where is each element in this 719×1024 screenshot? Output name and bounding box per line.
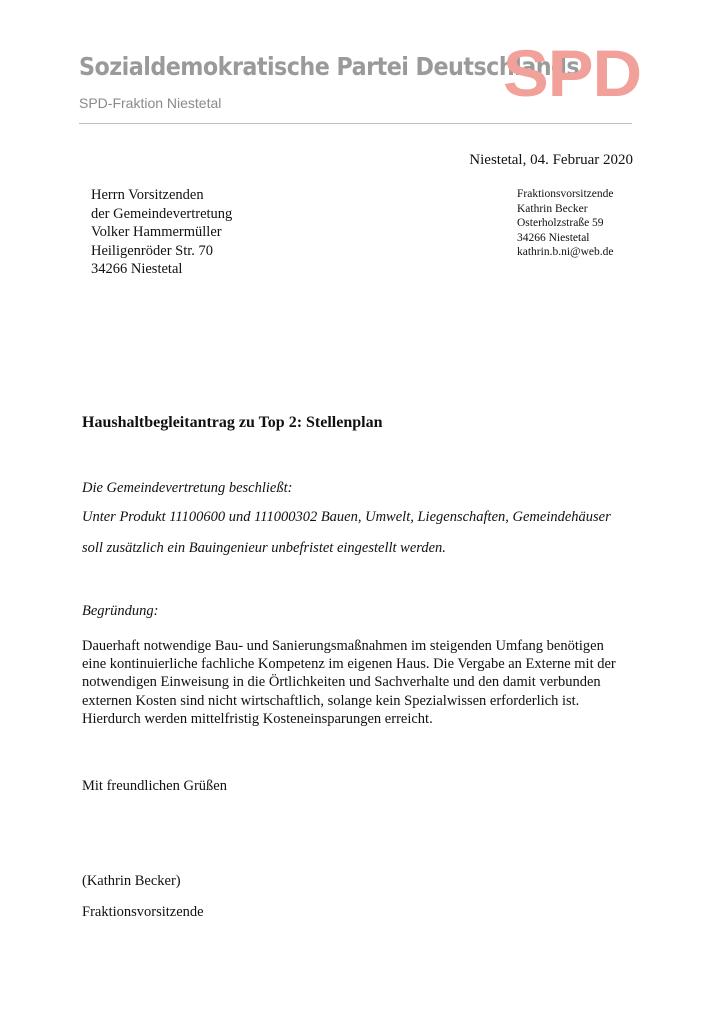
sender-line: Osterholzstraße 59: [517, 217, 604, 229]
signer-name: (Kathrin Becker): [82, 873, 181, 889]
justification-line: Dauerhaft notwendige Bau- und Sanierungsmaßnahmen im steigenden Umfang benötigen: [82, 638, 604, 654]
spd-logo: SPD: [503, 36, 642, 110]
resolution-line-1: Unter Produkt 11100600 und 111000302 Bauen, Umwelt, Liegenschaften, Gemeindehäuser: [82, 509, 611, 525]
recipient-line: Herrn Vorsitzenden: [91, 187, 204, 203]
letterhead-org-name: Sozialdemokratische Partei Deutschlands: [79, 52, 580, 81]
sender-address: [517, 187, 614, 260]
justification-line: externen Kosten sind nicht wirtschaftlich, solange kein Spezialwissen erforderlich ist.: [82, 692, 580, 709]
justification-line: Hierdurch werden mittelfristig Kosteneinsparungen erreicht.: [82, 710, 433, 727]
justification-body: [82, 637, 642, 728]
closing-greeting: Mit freundlichen Grüßen: [82, 778, 227, 794]
resolution-intro: Die Gemeindevertretung beschließt:: [82, 480, 293, 496]
justification-line: notwendigen Einweisung in die Örtlichkeiten und Sachverhalte und den damit verbunden: [82, 674, 601, 691]
recipient-line: Heiligenröder Str. 70: [91, 242, 214, 259]
letter-subject: Haushaltbegleitantrag zu Top 2: Stellenplan: [82, 414, 383, 431]
signer-role: Fraktionsvorsitzende: [82, 904, 204, 920]
letterhead-sub-name: SPD-Fraktion Niestetal: [79, 95, 222, 111]
sender-email: kathrin.b.ni@web.de: [517, 246, 614, 258]
justification-line: eine kontinuierliche fachliche Kompetenz im eigenen Haus. Die Vergabe an Externe mit der: [82, 656, 616, 673]
resolution-line-2: soll zusätzlich ein Bauingenieur unbefristet eingestellt werden.: [82, 540, 446, 556]
letterhead-divider: [79, 123, 632, 124]
recipient-line: der Gemeindevertretung: [91, 205, 233, 222]
recipient-line: 34266 Niestetal: [91, 261, 183, 277]
letter-date: Niestetal, 04. Februar 2020: [469, 152, 633, 168]
recipient-address: [91, 186, 232, 279]
sender-line: Kathrin Becker: [517, 202, 588, 215]
sender-line: 34266 Niestetal: [517, 231, 590, 244]
justification-heading: Begründung:: [82, 603, 159, 619]
recipient-line: Volker Hammermüller: [91, 224, 222, 240]
sender-line: Fraktionsvorsitzende: [517, 188, 614, 200]
